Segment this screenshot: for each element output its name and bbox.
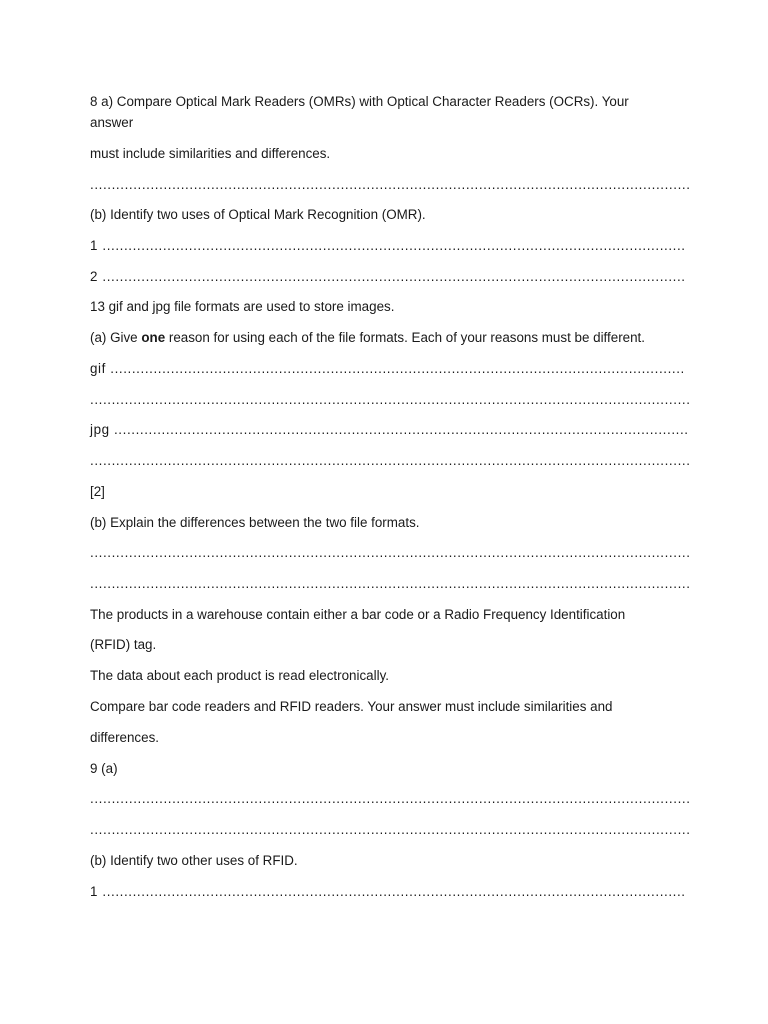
answer-line-1: 1 ....................................................................................................................................... (90, 884, 686, 899)
question-13a-suffix: reason for using each of the file formats. Each of your reasons must be different. (165, 330, 645, 345)
question-8a-line-3: must include similarities and differences. (90, 146, 331, 161)
answer-dotted-line: ........................................................................................................................................... (90, 791, 691, 806)
question-8a-line-2: answer (90, 115, 134, 130)
question-13a (90, 329, 645, 347)
answer-dotted-line: ........................................................................................................................................... (90, 545, 691, 560)
question-9b: (b) Identify two other uses of RFID. (90, 853, 298, 868)
question-13b: (b) Explain the differences between the two file formats. (90, 515, 420, 530)
answer-line-1: 1 ....................................................................................................................................... (90, 238, 686, 253)
rfid-intro-line-3: The data about each product is read electronically. (90, 668, 389, 683)
question-9a: 9 (a) (90, 761, 118, 776)
question-13a-emphasis: one (141, 330, 166, 345)
answer-line-2: 2 ....................................................................................................................................... (90, 269, 686, 284)
marks-label: [2] (90, 484, 105, 499)
jpg-answer-line: jpg ..................................................................................................................................... (90, 422, 689, 437)
rfid-intro-line-5: differences. (90, 730, 159, 745)
gif-answer-line: gif ..................................................................................................................................... (90, 361, 685, 376)
answer-dotted-line: ........................................................................................................................................... (90, 392, 691, 407)
answer-dotted-line: ........................................................................................................................................... (90, 453, 691, 468)
answer-dotted-line: ........................................................................................................................................... (90, 822, 691, 837)
rfid-intro-line-1: The products in a warehouse contain either a bar code or a Radio Frequency Identification (90, 607, 626, 622)
rfid-intro-line-4: Compare bar code readers and RFID readers. Your answer must include similarities and (90, 699, 613, 714)
question-13: 13 gif and jpg file formats are used to store images. (90, 299, 395, 314)
answer-dotted-line: ........................................................................................................................................... (90, 576, 691, 591)
rfid-intro-line-2: (RFID) tag. (90, 637, 157, 652)
question-13a-prefix: (a) Give (90, 330, 142, 345)
question-8a-line-1: 8 a) Compare Optical Mark Readers (OMRs) with Optical Character Readers (OCRs). Your (90, 94, 629, 109)
answer-dotted-line: ........................................................................................................................................... (90, 177, 691, 192)
question-8b: (b) Identify two uses of Optical Mark Recognition (OMR). (90, 207, 426, 222)
